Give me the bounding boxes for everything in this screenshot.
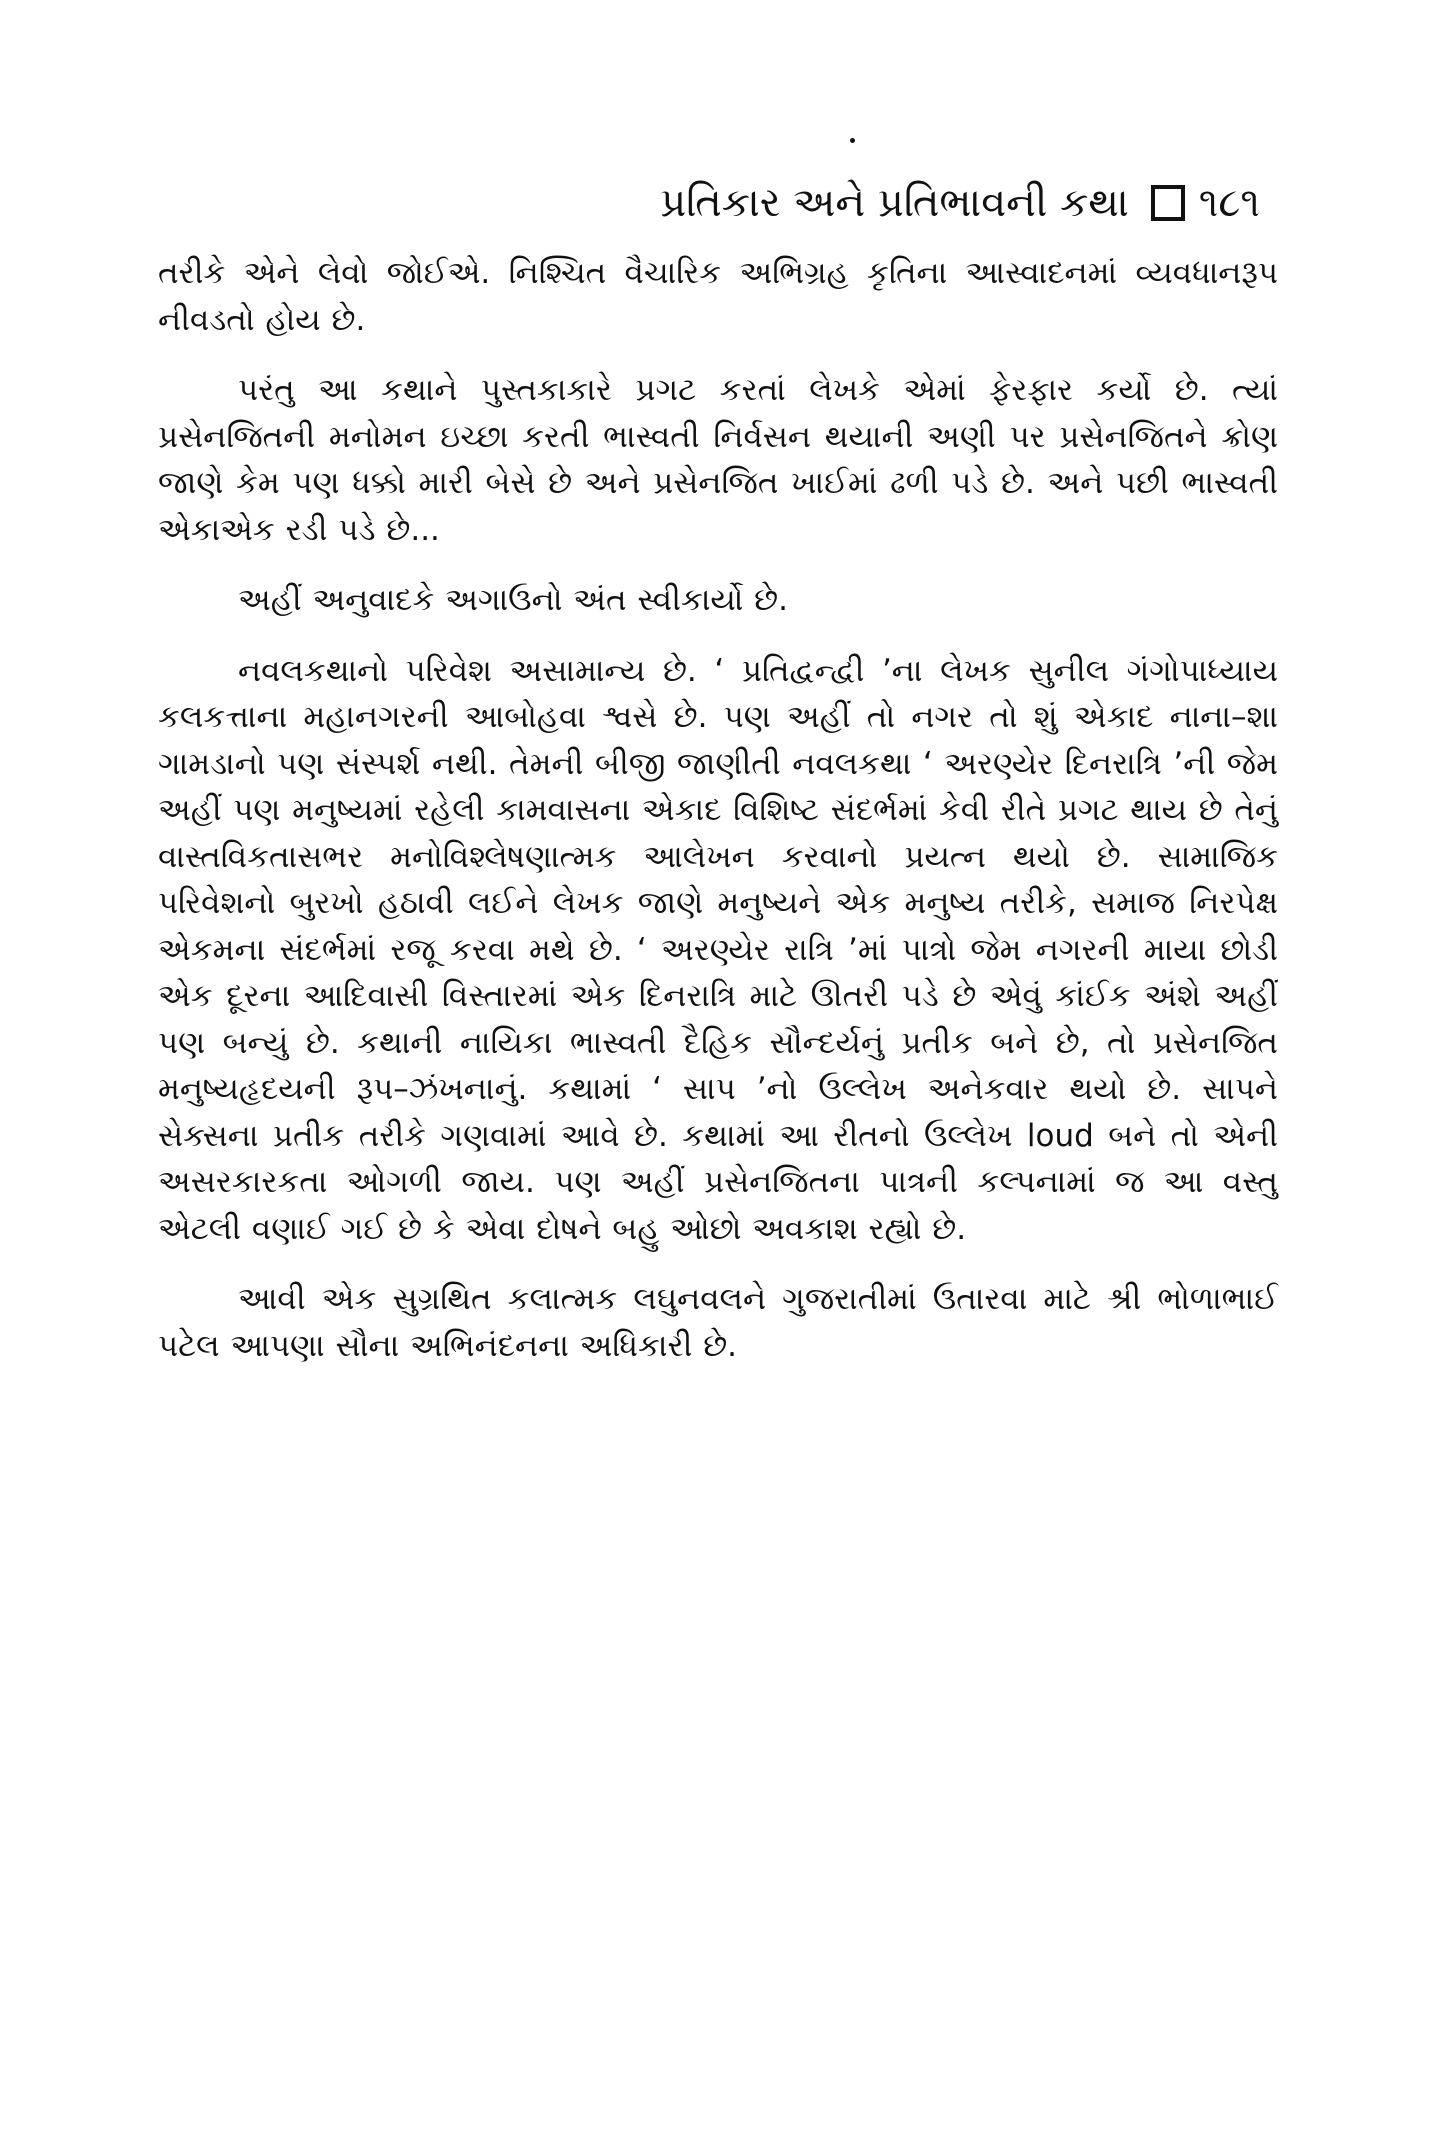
page-number: ૧૮૧ <box>1198 180 1260 226</box>
box-ornament <box>1151 185 1185 221</box>
running-title: પ્રતિકાર અને પ્રતિભાવની કથા <box>660 180 1129 226</box>
paragraph-4: નવલકથાનો પરિવેશ અસામાન્ય છે. ‘ પ્રતિદ્વન્દ્વી ’ના લેખક સુનીલ ગંગોપાધ્યાય કલકત્તાના મહાનગરની આબોહવા શ્વસે છે. પણ અહીં તો નગર તો શું એકાદ નાના–શા ગામડાનો પણ સંસ્પર્શ નથી. તેમની બીજી જાણીતી નવલકથા ‘ અરણ્યેર દિનરાત્રિ ’ની જેમ અહીં પણ મનુષ્યમાં રહેલી કામવાસના એકાદ વિશિષ્ટ સંદર્ભમાં કેવી રીતે પ્રગટ થાય છે તેનું વાસ્તવિકતાસભર મનોવિશ્લેષણાત્મક આલેખન કરવાનો પ્રયત્ન થયો છે. સામાજિક પરિવેશનો બુરખો હઠાવી લઈને લેખક જાણે મનુષ્યને એક મનુષ્ય તરીકે, સમાજ નિરપેક્ષ એકમના સંદર્ભમાં રજૂ કરવા મથે છે. ‘ અરણ્યેર રાત્રિ ’માં પાત્રો જેમ નગરની માયા છોડી એક દૂરના આદિવાસી વિસ્તારમાં એક દિનરાત્રિ માટે ઊતરી પડે છે એવું કાંઈક અંશે અહીં પણ બન્યું છે. કથાની નાયિકા ભાસ્વતી દૈહિક સૌન્દર્યનું પ્રતીક બને છે, તો પ્રસેનજિત મનુષ્યહૃદયની રૂપ–ઝંખનાનું. કથામાં ‘ સાપ ’નો ઉલ્લેખ અનેકવાર થયો છે. સાપને સેક્સના પ્રતીક તરીકે ગણવામાં આવે છે. કથામાં આ રીતનો ઉલ્લેખ loud બને તો એની અસરકારકતા ઓગળી જાય. પણ અહીં પ્રસેનજિતના પાત્રની કલ્પનામાં જ આ વસ્તુ એટલી વણાઈ ગઈ છે કે એવા દોષને બહુ ઓછો અવકાશ રહ્યો છે. <box>158 652 1278 1247</box>
paragraph-5: આવી એક સુગ્રથિત કલાત્મક લઘુનવલને ગુજરાતીમાં ઉતારવા માટે શ્રી ભોળાભાઈ પટેલ આપણા સૌના અભિનંદનના અધિકારી છે. <box>158 1281 1278 1364</box>
paragraph-1: તરીકે એને લેવો જોઈએ. નિશ્ચિત વૈચારિક અભિગ્રહ કૃતિના આસ્વાદનમાં વ્યવધાનરૂપ નીવડતો હોય છે. <box>158 255 1278 338</box>
running-header <box>660 178 1260 228</box>
body-text <box>158 250 1278 1393</box>
ink-speck <box>850 138 855 143</box>
paragraph-2: પરંતુ આ કથાને પુસ્તકાકારે પ્રગટ કરતાં લેખકે એમાં ફેરફાર કર્યો છે. ત્યાં પ્રસેનજિતની મનોમન ઇચ્છા કરતી ભાસ્વતી નિર્વસન થયાની અણી પર પ્રસેનજિતને ક્રોણ જાણે કેમ પણ ધક્કો મારી બેસે છે અને પ્રસેનજિત ખાઈમાં ઢળી પડે છે. અને પછી ભાસ્વતી એકાએક રડી પડે છે... <box>158 372 1278 548</box>
paragraph-3: અહીં અનુવાદકે અગાઉનો અંત સ્વીકાર્યો છે. <box>238 582 788 618</box>
